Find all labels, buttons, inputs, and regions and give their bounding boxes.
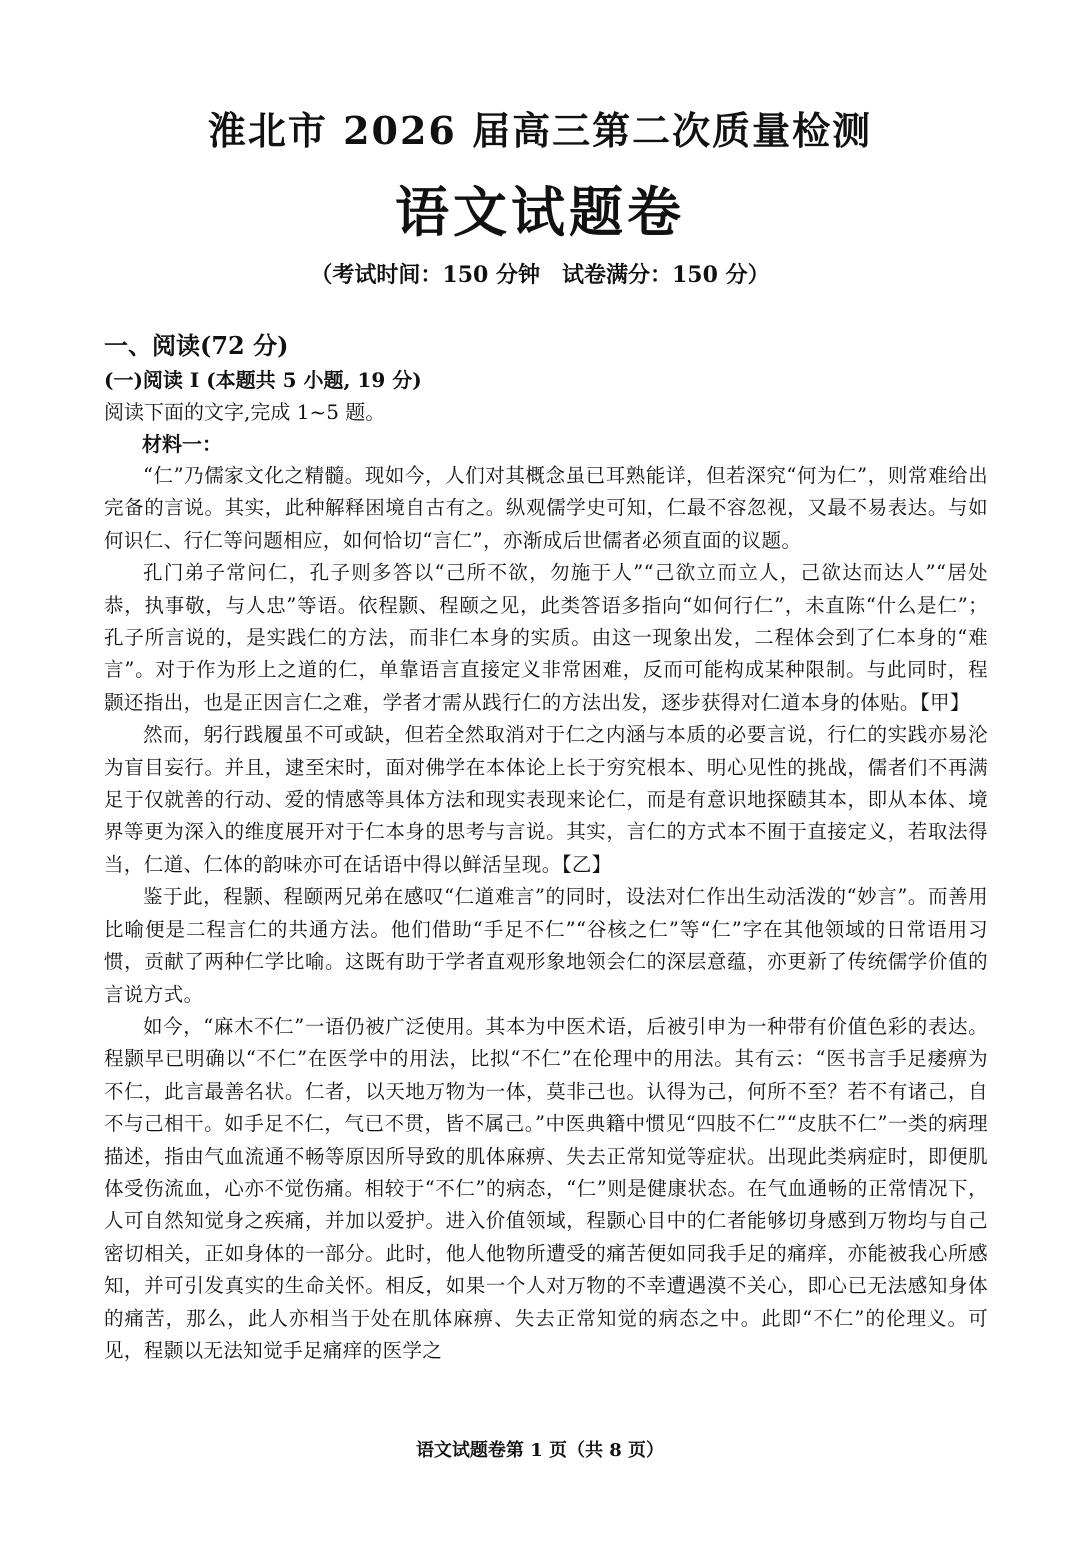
exam-info: （考试时间：150 分钟 试卷满分：150 分） [310,262,770,288]
exam-title: 淮北市 2026 届高三第二次质量检测 [207,108,873,153]
paragraph: “仁”乃儒家文化之精髓。现如今，人们对其概念虽已耳熟能详，但若深究“何为仁”，则常难给出完备的言说。其实，此种解释困境自古有之。纵观儒学史可知，仁最不容忽视，又最不易表达。与如何识仁、行仁等问题相应，如何恰切“言仁”，亦渐成后世儒者必须直面的议题。 [104,464,988,552]
page-footer: 语文试题卷第 1 页（共 8 页） [415,1440,665,1461]
paragraph: 如今，“麻木不仁”一语仍被广泛使用。其本为中医术语，后被引申为一种带有价值色彩的表达。程颢早已明确以“不仁”在医学中的用法，比拟“不仁”在伦理中的用法。其有云：“医书言手足痿痹为不仁，此言最善名状。仁者，以天地万物为一体，莫非己也。认得为己，何所不至？若不有诸己，自不与己相干。如手足不仁，气已不贯，皆不属己。”中医典籍中惯见“四肢不仁”“皮肤不仁”一类的病理描述，指由气血流通不畅等原因所导致的肌体麻痹、失去正常知觉等症状。出现此类病症时，即便肌体受伤流血，心亦不觉伤痛。相较于“不仁”的病态，“仁”则是健康状态。在气血通畅的正常情况下，人可自然知觉身之疾痛，并加以爱护。进入价值领域，程颢心目中的仁者能够切身感到万物均与自己密切相关，正如身体的一部分。此时，他人他物所遭受的痛苦便如同我手足的痛痒，亦能被我心所感知，并可引发真实的生命关怀。相反，如果一个人对万物的不幸遭遇漠不关心，即心已无法感知身体的痛苦，那么，此人亦相当于处在肌体麻痹、失去正常知觉的病态之中。此即“不仁”的伦理义。可见，程颢以无法知觉手足痛痒的医学之 [104,1014,988,1362]
sub-heading: (一)阅读 I (本题共 5 小题, 19 分) [104,368,422,392]
instruction: 阅读下面的文字,完成 1~5 题。 [104,400,386,424]
paragraph: 鉴于此，程颢、程颐两兄弟在感叹“仁道难言”的同时，设法对仁作出生动活泼的“妙言”。而善用比喻便是二程言仁的共通方法。他们借助“手足不仁”“谷核之仁”等“仁”字在其他领域的日常语用习惯，贡献了两种仁学比喻。这既有助于学者直观形象地领会仁的深层意蕴，亦更新了传统儒学价值的言说方式。 [104,885,988,1006]
section-heading: 一、阅读(72 分) [104,331,289,360]
paper-title: 语文试题卷 [395,180,685,244]
paragraph: 孔门弟子常问仁，孔子则多答以“己所不欲，勿施于人”“己欲立而立人，己欲达而达人”“居处恭，执事敬，与人忠”等语。依程颢、程颐之见，此类答语多指向“如何行仁”，未直陈“什么是仁”；孔子所言说的，是实践仁的方法，而非仁本身的实质。由这一现象出发，二程体会到了仁本身的“难言”。对于作为形上之道的仁，单靠语言直接定义非常困难，反而可能构成某种限制。与此同时，程颢还指出，也是正因言仁之难，学者才需从践行仁的方法出发，逐步获得对仁道本身的体贴。【甲】 [104,561,988,714]
paragraph: 然而，躬行践履虽不可或缺，但若全然取消对于仁之内涵与本质的必要言说，行仁的实践亦易沦为盲目妄行。并且，逮至宋时，面对佛学在本体论上长于穷究根本、明心见性的挑战，儒者们不再满足于仅就善的行动、爱的情感等具体方法和现实表现来论仁，而是有意识地探赜其本，即从本体、境界等更为深入的维度展开对于仁本身的思考与言说。其实，言仁的方式本不囿于直接定义，若取法得当，仁道、仁体的韵味亦可在话语中得以鲜活呈现。【乙】 [104,723,988,876]
material-label: 材料一： [142,432,222,456]
reading-section [104,328,988,1367]
